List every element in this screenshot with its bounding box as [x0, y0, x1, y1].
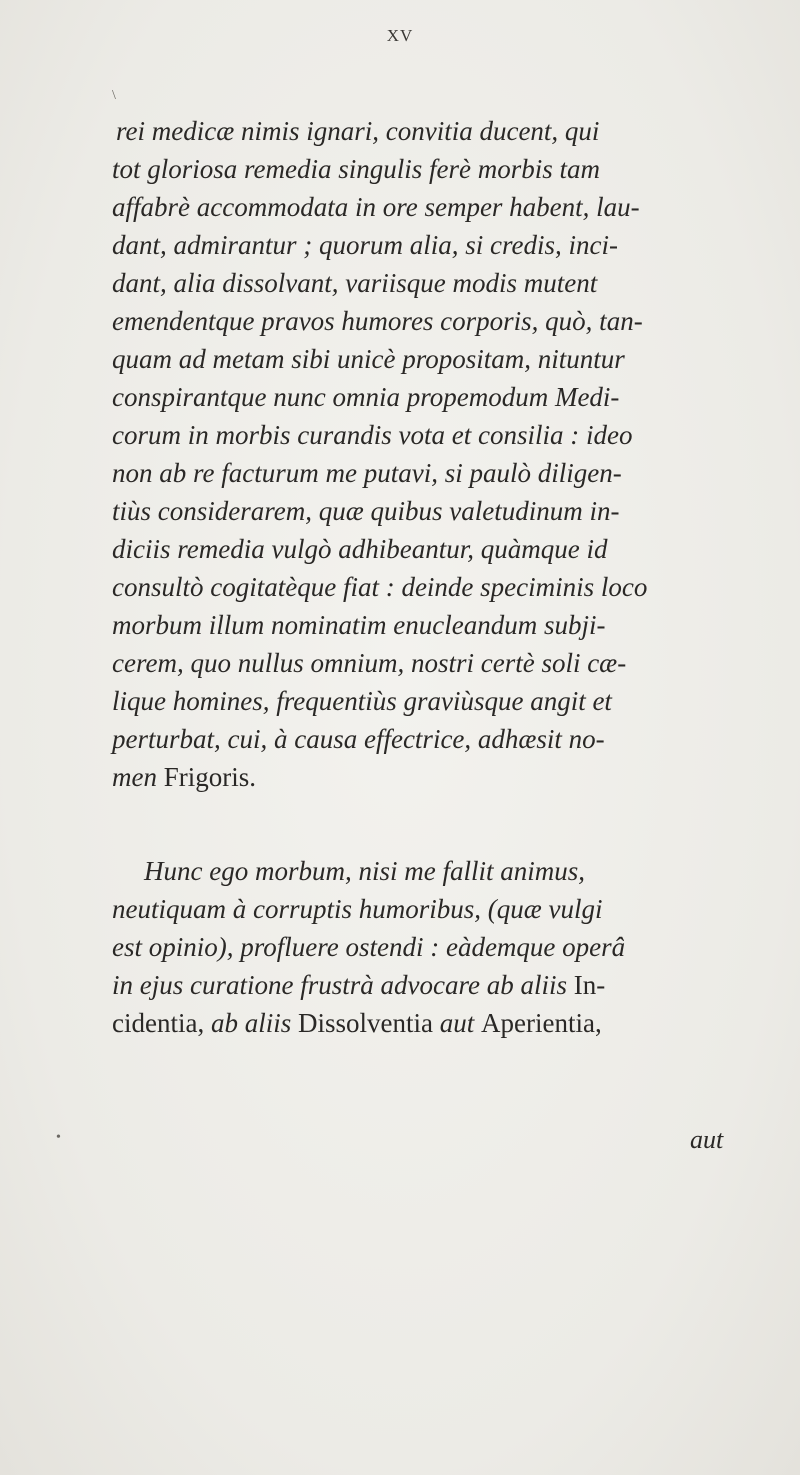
- text-line: morbum illum nominatim enucleandum subji-: [112, 610, 606, 640]
- text-line: dant, admirantur ; quorum alia, si credis, inci-: [112, 230, 618, 260]
- text-line: emendentque pravos humores corporis, quò, tan-: [112, 306, 643, 336]
- text-line: in ejus curatione frustrà advocare ab aliis In-: [112, 970, 606, 1000]
- text-line: perturbat, cui, à causa effectrice, adhæsit no-: [112, 724, 605, 754]
- text-line: consultò cogitatèque fiat : deinde speciminis loco: [112, 572, 648, 602]
- text-line: neutiquam à corruptis humoribus, (quæ vulgi: [112, 894, 603, 924]
- ink-mark: \: [112, 88, 116, 103]
- catchword: aut: [690, 1125, 724, 1154]
- text-line: tot gloriosa remedia singulis ferè morbis tam: [112, 154, 601, 184]
- text-line: lique homines, frequentiùs graviùsque angit et: [112, 686, 612, 716]
- text-line: cerem, quo nullus omnium, nostri certè soli cæ-: [112, 648, 627, 678]
- text-line: non ab re facturum me putavi, si paulò diligen-: [112, 458, 622, 488]
- text-line: men Frigoris.: [112, 762, 256, 792]
- text-line: diciis remedia vulgò adhibeantur, quàmque id: [112, 534, 608, 564]
- text-line: affabrè accommodata in ore semper habent, lau-: [112, 192, 640, 222]
- text-line: quam ad metam sibi unicè propositam, nituntur: [112, 344, 625, 374]
- text-line: Hunc ego morbum, nisi me fallit animus,: [144, 856, 585, 886]
- page-number: XV: [386, 26, 414, 45]
- text-line: cidentia, ab aliis Dissolventia aut Aperientia,: [112, 1008, 602, 1038]
- text-line: tiùs considerarem, quæ quibus valetudinum in-: [112, 496, 620, 526]
- text-line: corum in morbis curandis vota et consilia : ideo: [112, 420, 633, 450]
- text-line: conspirantque nunc omnia propemodum Medi-: [112, 382, 620, 412]
- ink-mark: •: [56, 1130, 61, 1145]
- text-line: est opinio), profluere ostendi : eàdemque operâ: [112, 932, 626, 962]
- text-line: rei medicæ nimis ignari, convitia ducent, qui: [116, 116, 600, 146]
- text-line: dant, alia dissolvant, variisque modis mutent: [112, 268, 598, 298]
